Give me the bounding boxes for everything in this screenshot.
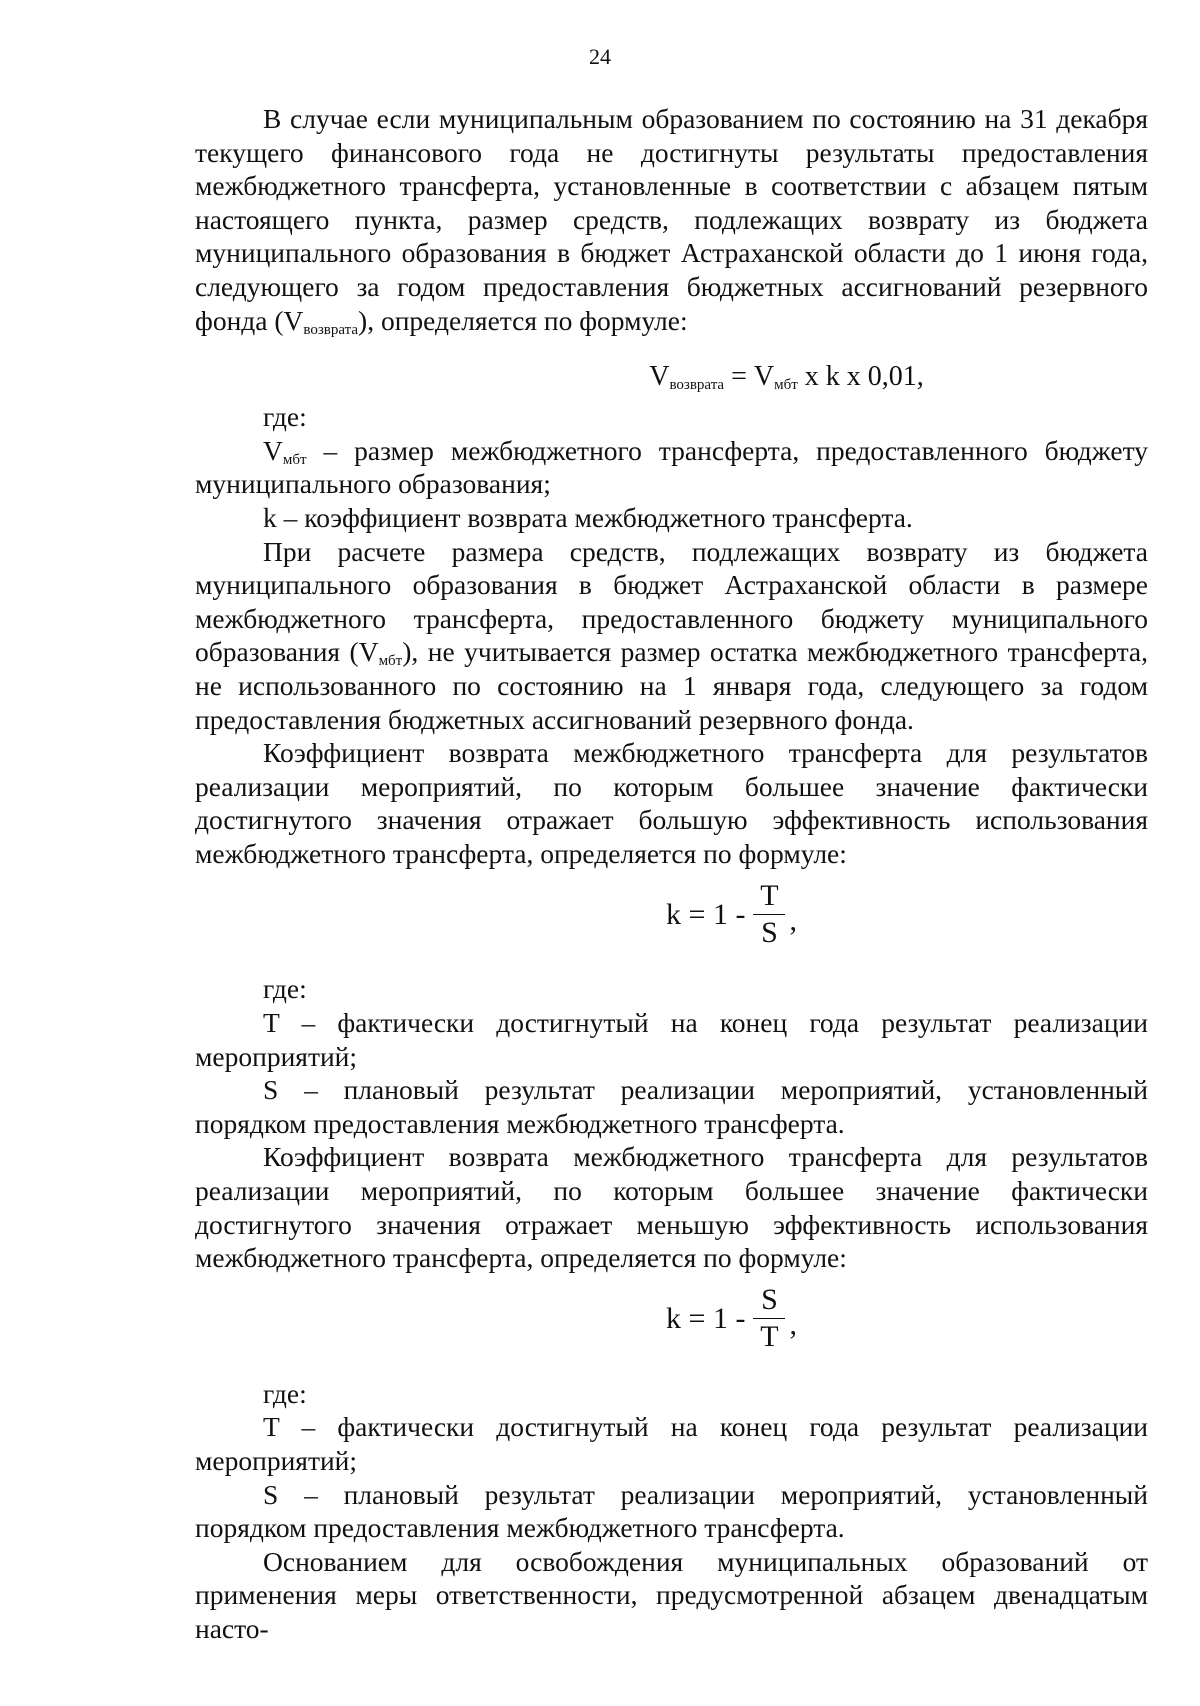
formula-v-return: $V_{возврата} = V_{мбт}$ x k x 0,01,	[649, 361, 924, 394]
formula-k-s-over-t: k = 1 - $\frac{S}{T}$ ,	[666, 1283, 797, 1354]
fraction-numerator: S	[761, 1283, 778, 1317]
where-label: где:	[263, 401, 307, 433]
fraction-t-over-s	[753, 878, 785, 951]
definition-t: T – фактически достигнутый на конец года результат реализации мероприятий;	[195, 1411, 1148, 1476]
page-number: 24	[589, 44, 611, 69]
definition-s: S – плановый результат реализации мероприятий, установленный порядком предоставления межбюджетного трансферта.	[195, 1074, 1148, 1139]
definition-s: S – плановый результат реализации мероприятий, установленный порядком предоставления межбюджетного трансферта.	[195, 1478, 1148, 1544]
fraction-denominator: S	[761, 915, 778, 949]
document-body	[195, 102, 1148, 1646]
where-label: где:	[263, 973, 307, 1005]
fraction-numerator: T	[760, 878, 779, 912]
paragraph-coefficient-greater-worse: Коэффициент возврата межбюджетного трансферта для результатов реализации мероприятий, по которым большее значение фактически достигнутого значения отражает меньшую эффективность использования межбюджетного трансферта, определяется по формуле:	[195, 1141, 1148, 1274]
paragraph-coefficient-greater-better: Коэффициент возврата межбюджетного трансферта для результатов реализации мероприятий, по которым большее значение фактически достигнутого значения отражает большую эффективность использования межбюджетного трансферта, определяется по формуле:	[195, 737, 1148, 869]
fraction-denominator: T	[760, 1320, 779, 1354]
definition-t: T – фактически достигнутый на конец года результат реализации мероприятий;	[195, 1007, 1148, 1072]
where-label: где:	[263, 1377, 307, 1409]
definition-k: k – коэффициент возврата межбюджетного трансферта.	[263, 501, 913, 533]
paragraph-return-conditions: В случае если муниципальным образованием по состоянию на 31 декабря текущего финансового года не достигнуты результаты предоставления межбюджетного трансферта, установленные в соответствии с абзацем пятым настоящего пункта, размер средств, подлежащих возврату из бюджета муниципального образования в бюджет Астраханской области до 1 июня года, следующего за годом предоставления бюджетных ассигнований резервного фонда $(V_{возврата})$, определяется по формуле:	[195, 103, 1148, 338]
definition-vmbt: $V_{мбт}$ – размер межбюджетного трансферта, предоставленного бюджету муниципального образования;	[195, 434, 1148, 500]
formula-k-t-over-s: k = 1 - $\frac{T}{S}$ ,	[666, 878, 797, 949]
fraction-s-over-t	[753, 1282, 785, 1355]
paragraph-exemption-basis: Основанием для освобождения муниципальных образований от применения меры ответственности, предусмотренной абзацем двенадцатым насто-	[195, 1545, 1148, 1644]
paragraph-calculation: При расчете размера средств, подлежащих возврату из бюджета муниципального образования в бюджет Астраханской области в размере межбюджетного трансферта, предоставленного бюджету муниципального образования $(V_{мбт})$, не учитывается размер остатка межбюджетного трансферта, не использованного по состоянию на 1 января года, следующего за годом предоставления бюджетных ассигнований резервного фонда.	[195, 535, 1148, 735]
